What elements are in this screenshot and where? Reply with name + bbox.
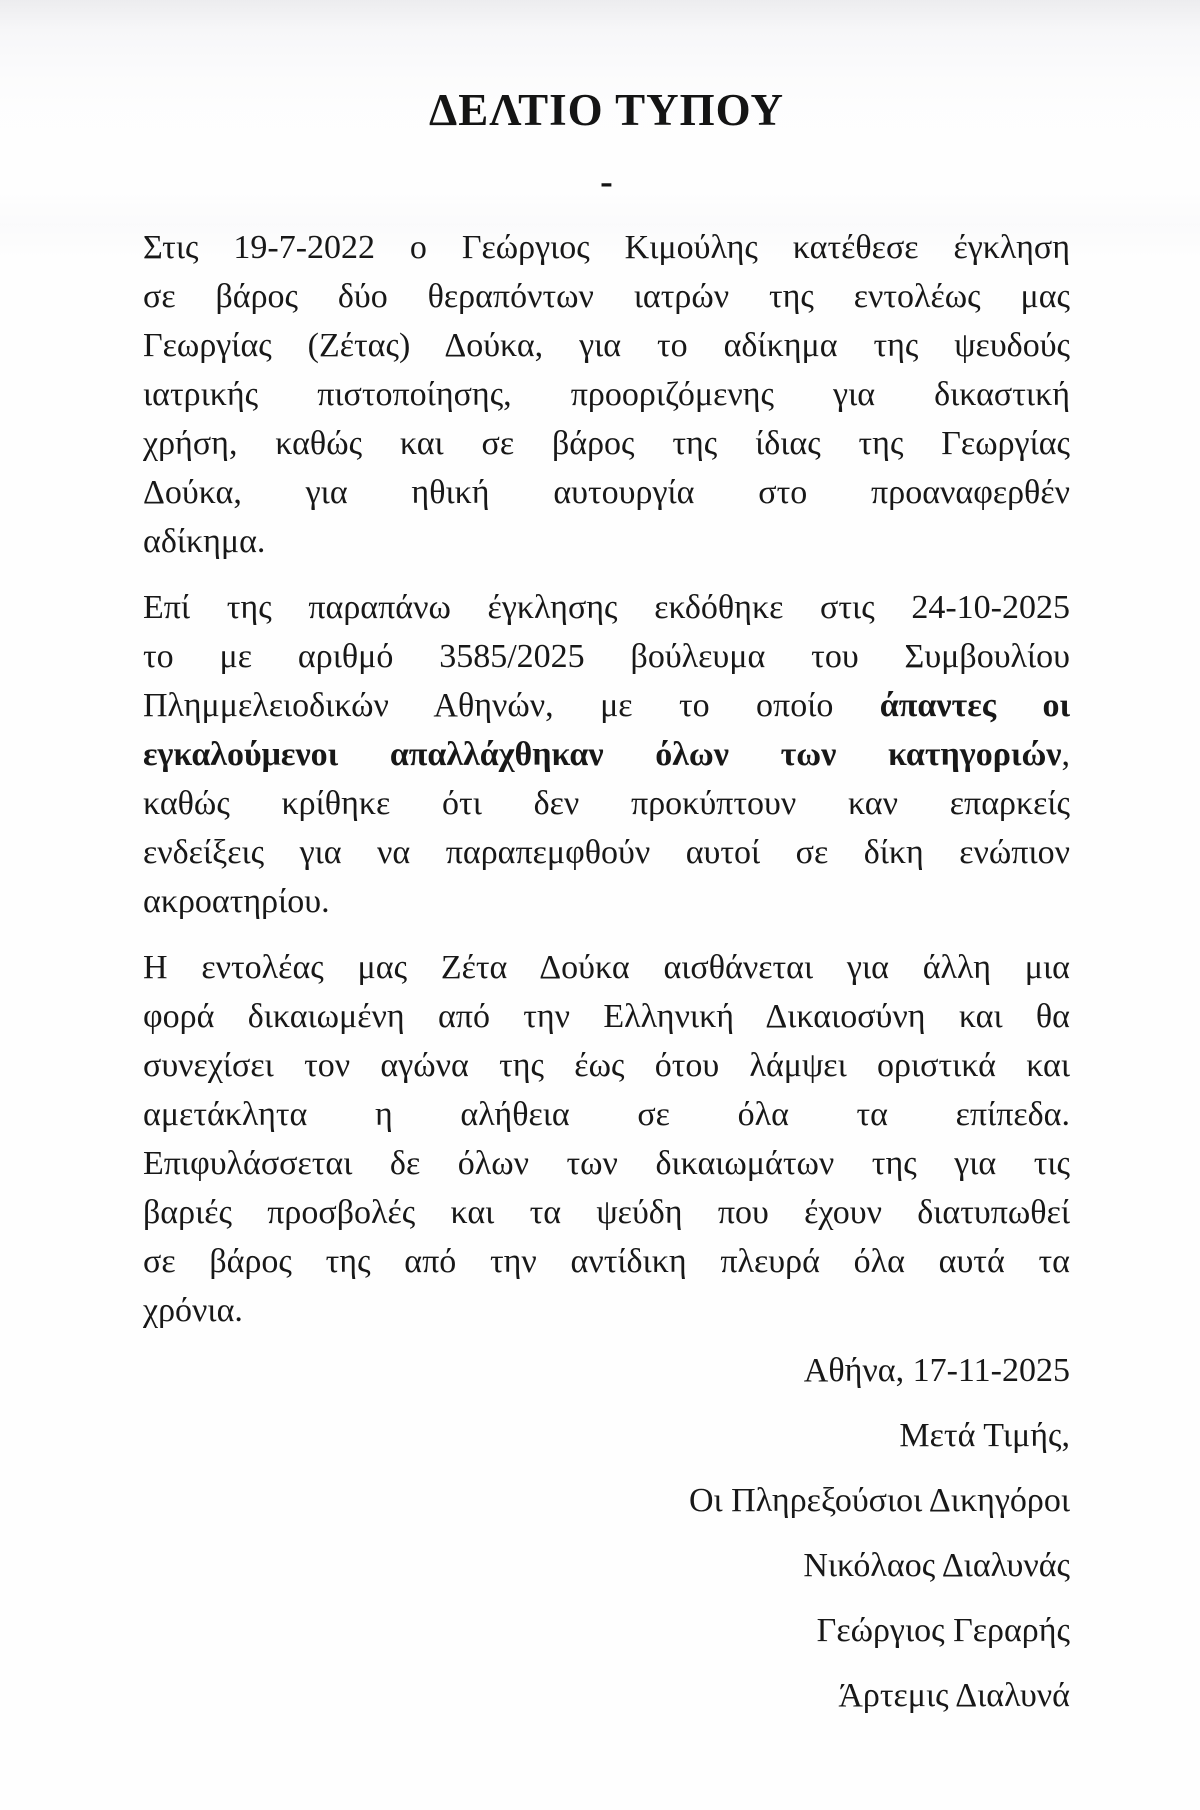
body-line (143, 1090, 1070, 1139)
body-line (143, 943, 1070, 992)
body-line (143, 468, 1070, 517)
bold-text-run: εγκαλούμενοι απαλλάχθηκαν όλων των κατηγοριών (143, 736, 1062, 773)
body-line (143, 632, 1070, 681)
text-run: το με αριθμό 3585/2025 βούλευμα του Συμβουλίου (143, 638, 1070, 675)
place-date-line: Αθήνα, 17-11-2025 (803, 1352, 1070, 1389)
body-line (143, 1139, 1070, 1188)
salutation-line: Μετά Τιμής, (899, 1417, 1070, 1454)
document-title: ΔΕΛΤΙΟ ΤΥΠΟΥ (429, 85, 784, 135)
text-run: συνεχίσει τον αγώνα της έως ότου λάμψει οριστικά και (143, 1047, 1070, 1084)
text-run: σε βάρος δύο θεραπόντων ιατρών της εντολέως μας (143, 278, 1070, 315)
title-separator-dash: - (600, 161, 613, 203)
body-line (143, 828, 1070, 877)
body-line (143, 272, 1070, 321)
body-line (143, 1286, 1070, 1335)
document-body (143, 223, 1070, 1335)
text-run: ενδείξεις για να παραπεμφθούν αυτοί σε δίκη ενώπιον (143, 834, 1070, 871)
text-run: ακροατηρίου. (143, 883, 330, 920)
text-run: , (1061, 736, 1070, 773)
body-line (143, 370, 1070, 419)
body-line (143, 681, 1070, 730)
body-line (143, 419, 1070, 468)
text-run: ιατρικής πιστοποίησης, προοριζόμενης για δικαστική (143, 376, 1070, 413)
text-run: βαριές προσβολές και τα ψεύδη που έχουν διατυπωθεί (143, 1194, 1070, 1231)
body-line (143, 1041, 1070, 1090)
text-run: Στις 19-7-2022 ο Γεώργιος Κιμούλης κατέθεσε έγκληση (143, 229, 1070, 266)
paragraph (143, 223, 1070, 566)
body-line (143, 992, 1070, 1041)
body-line (143, 877, 1070, 926)
text-run: Η εντολέας μας Ζέτα Δούκα αισθάνεται για άλλη μια (143, 949, 1070, 986)
text-run: Πλημμελειοδικών Αθηνών, με το οποίο (143, 687, 880, 724)
body-line (143, 223, 1070, 272)
text-run: σε βάρος της από την αντίδικη πλευρά όλα αυτά τα (143, 1243, 1070, 1280)
text-run: Επιφυλάσσεται δε όλων των δικαιωμάτων της για τις (143, 1145, 1070, 1182)
body-line (143, 321, 1070, 370)
signatory-name: Άρτεμις Διαλυνά (838, 1677, 1070, 1714)
text-run: χρήση, καθώς και σε βάρος της ίδιας της Γεωργίας (143, 425, 1070, 462)
text-run: αδίκημα. (143, 523, 266, 560)
signatory-name: Νικόλαος Διαλυνάς (803, 1547, 1070, 1584)
body-line (143, 1188, 1070, 1237)
body-line (143, 583, 1070, 632)
signatory-name: Γεώργιος Γεραρής (816, 1612, 1070, 1649)
text-run: Δούκα, για ηθική αυτουργία στο προαναφερθέν (143, 474, 1070, 511)
text-run: Επί της παραπάνω έγκλησης εκδόθηκε στις 24-10-2025 (143, 589, 1070, 626)
text-run: φορά δικαιωμένη από την Ελληνική Δικαιοσύνη και θα (143, 998, 1070, 1035)
paragraph (143, 943, 1070, 1335)
text-run: χρόνια. (143, 1292, 243, 1329)
paragraph (143, 583, 1070, 926)
body-line (143, 730, 1070, 779)
closing-block (143, 1338, 1070, 1728)
signatories-list (143, 1533, 1070, 1728)
body-line (143, 1237, 1070, 1286)
body-line (143, 779, 1070, 828)
signatories-title-line: Οι Πληρεξούσιοι Δικηγόροι (688, 1482, 1070, 1519)
text-run: Γεωργίας (Ζέτας) Δούκα, για το αδίκημα της ψευδούς (143, 327, 1070, 364)
text-run: καθώς κρίθηκε ότι δεν προκύπτουν καν επαρκείς (143, 785, 1070, 822)
text-run: αμετάκλητα η αλήθεια σε όλα τα επίπεδα. (143, 1096, 1070, 1133)
bold-text-run: άπαντες οι (879, 687, 1070, 724)
body-line (143, 517, 1070, 566)
